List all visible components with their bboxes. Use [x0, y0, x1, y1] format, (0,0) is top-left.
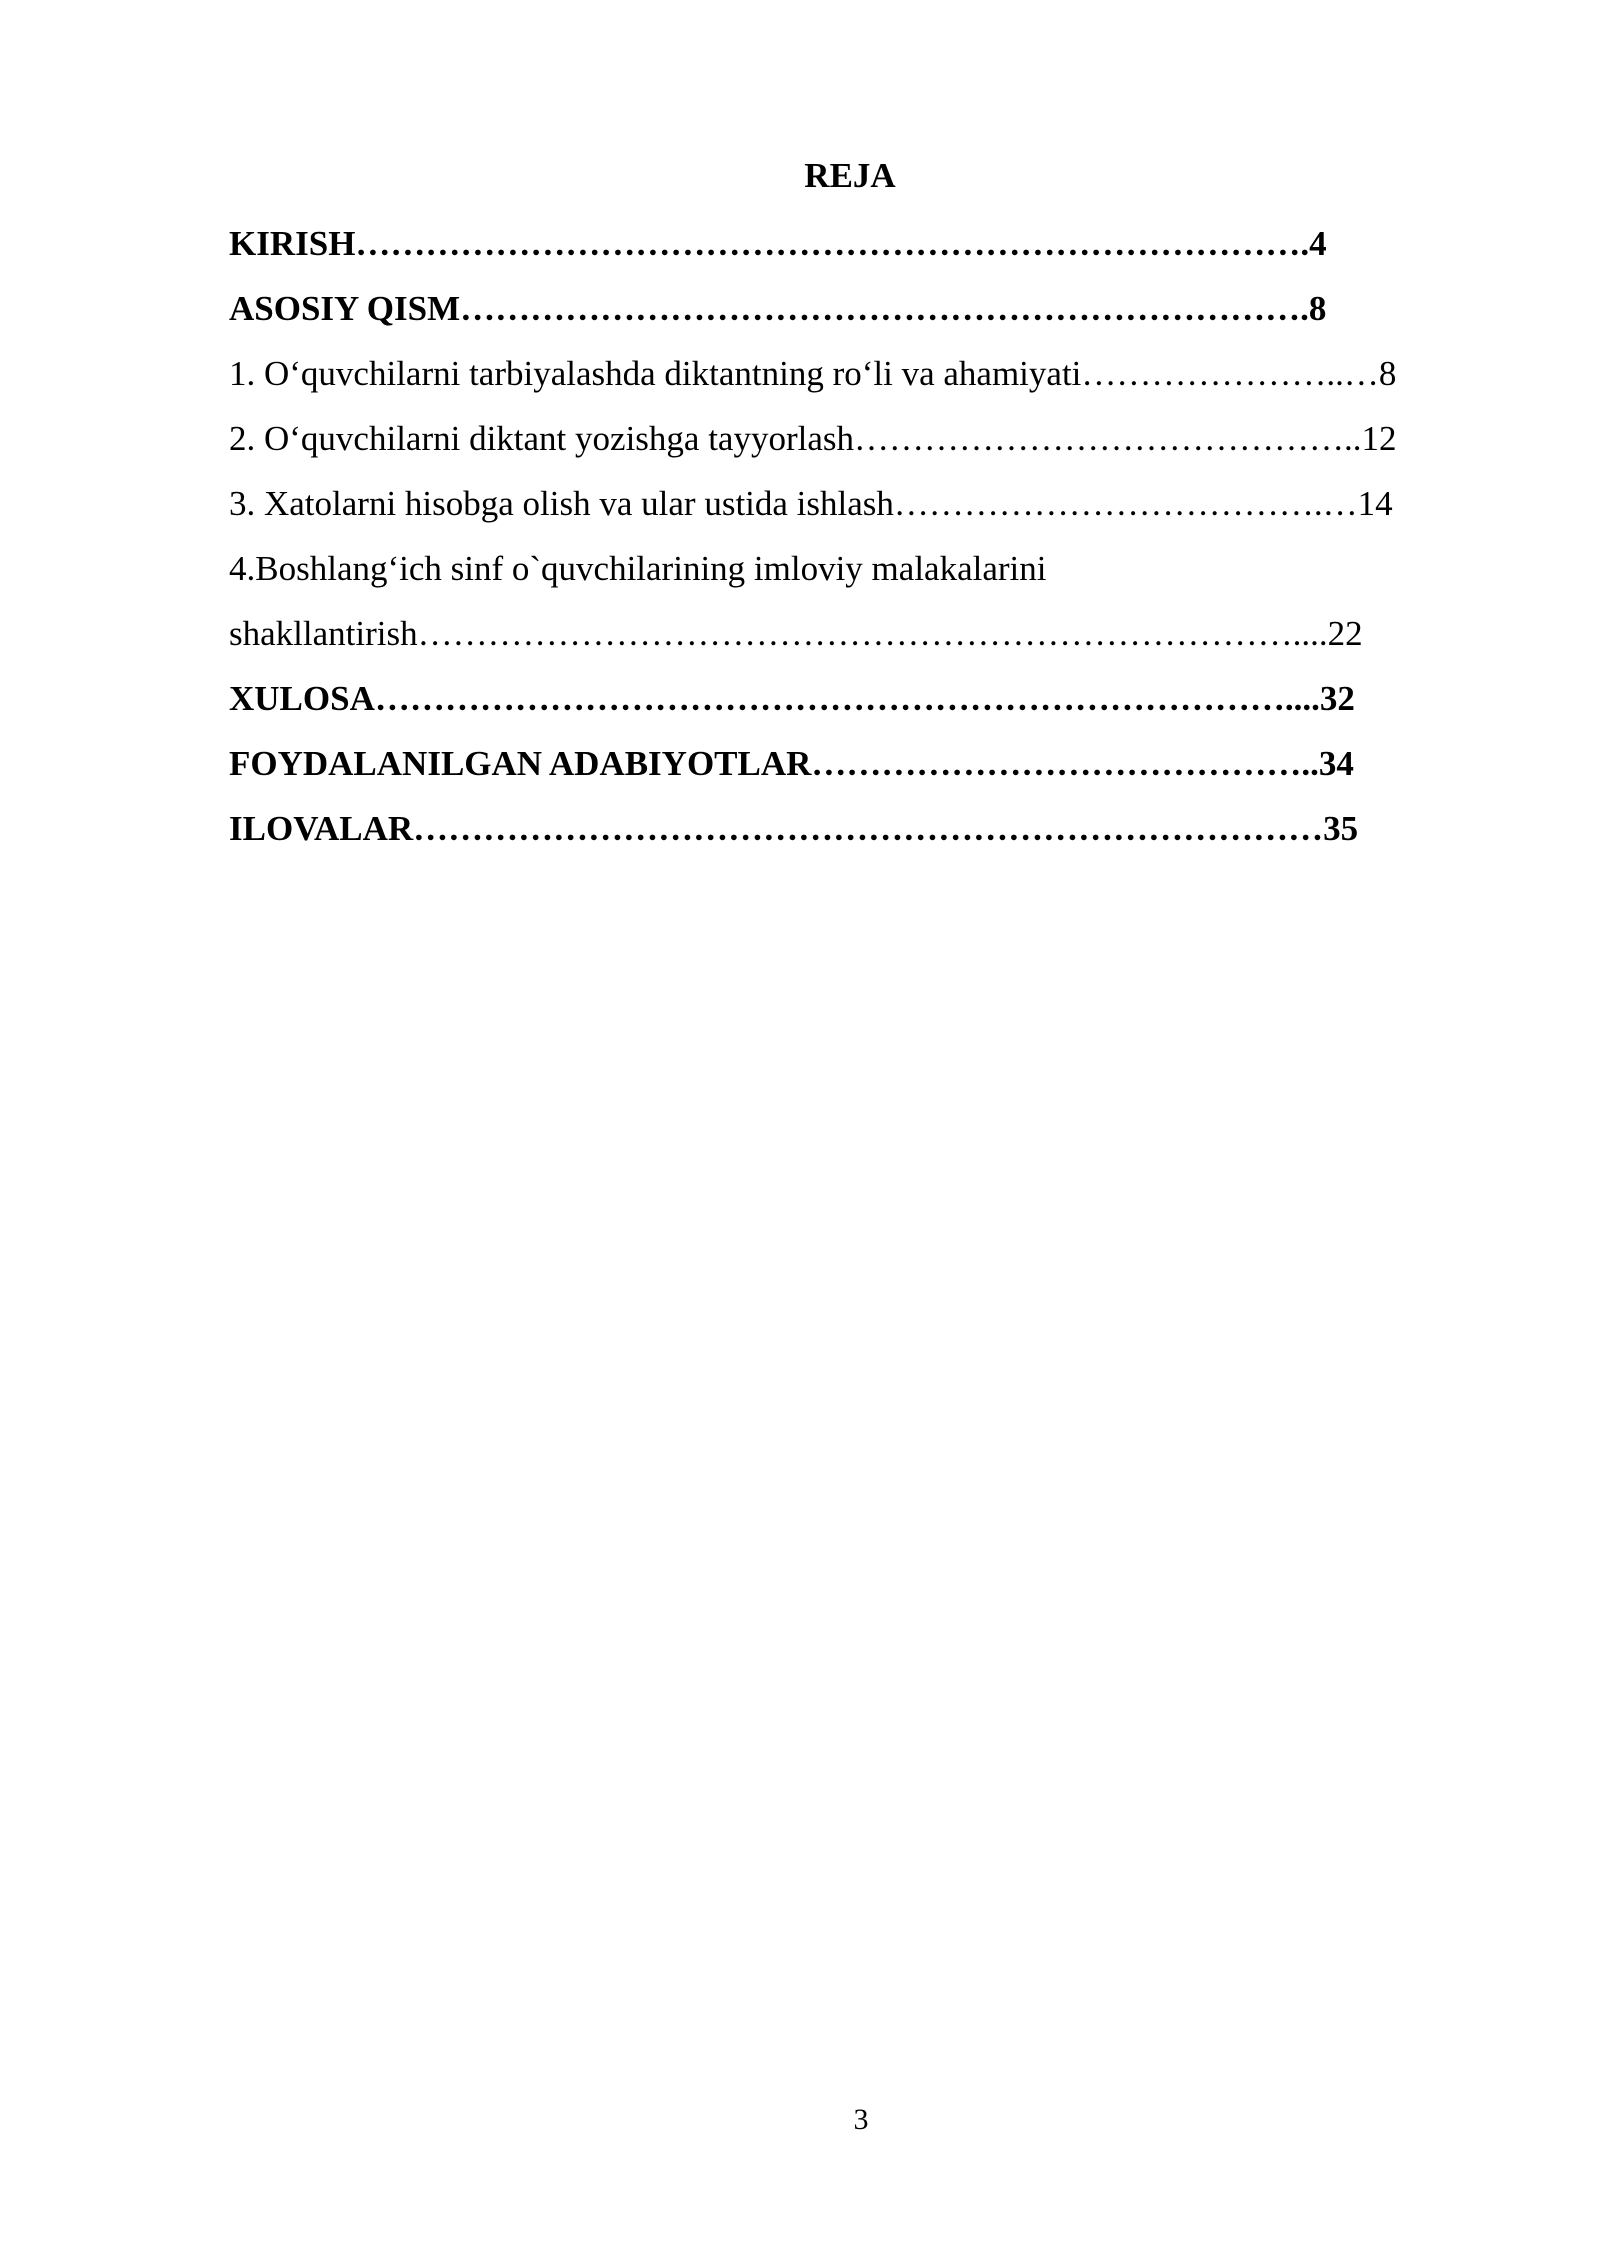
toc-item-text: 2. O‘quvchilarni diktant yozishga tayyorlash……………………………………..12 [229, 419, 1397, 458]
toc-item-text: FOYDALANILGAN ADABIYOTLAR……………………………………..34 [229, 744, 1354, 783]
toc-item-text: KIRISH……………………………………………………………………….4 [229, 224, 1327, 263]
toc-item-section-2 [229, 417, 1489, 482]
toc-item-kirish [229, 222, 1489, 287]
toc-item-text: XULOSA……………………………………………………………………....32 [229, 679, 1355, 718]
page-title: REJA [804, 156, 896, 195]
page-number: 3 [853, 2103, 869, 2136]
toc-item-section-1 [229, 352, 1489, 417]
toc-item-ilovalar [229, 807, 1489, 872]
toc-item-adabiyotlar [229, 742, 1489, 807]
table-of-contents [229, 222, 1489, 872]
toc-item-text: ASOSIY QISM……………………………………………………………….8 [229, 289, 1327, 328]
toc-item-text: 1. O‘quvchilarni tarbiyalashda diktantning ro‘li va ahamiyati…………………..…8 [229, 354, 1397, 393]
toc-item-section-4-line1 [229, 547, 1489, 612]
toc-item-section-3 [229, 482, 1489, 547]
toc-item-text: shakllantirish…………………………………………………………………....22 [229, 614, 1363, 653]
toc-item-xulosa [229, 677, 1489, 742]
toc-item-asosiy-qism [229, 287, 1489, 352]
toc-item-section-4-line2 [229, 612, 1489, 677]
toc-item-text: ILOVALAR……………………………………………………………………35 [229, 809, 1359, 848]
toc-item-text: 3. Xatolarni hisobga olish va ular ustida ishlash……………………………….…14 [229, 484, 1393, 523]
toc-item-text: 4.Boshlang‘ich sinf o`quvchilarining imloviy malakalarini [229, 549, 1047, 588]
